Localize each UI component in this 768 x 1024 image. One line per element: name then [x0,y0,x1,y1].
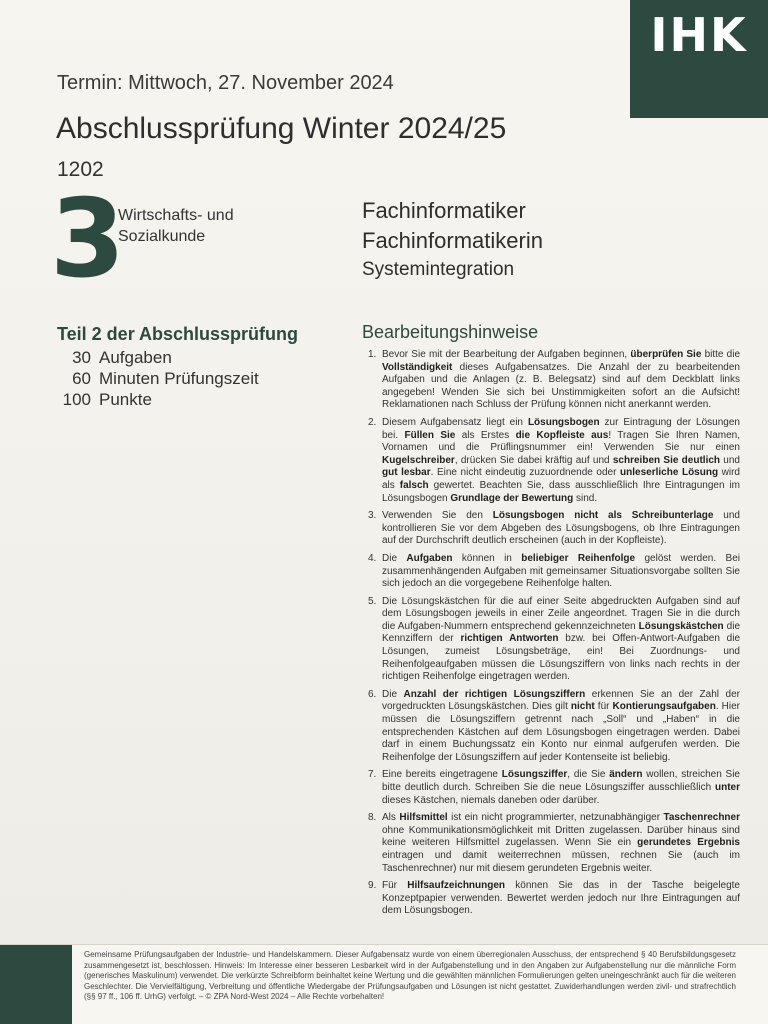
instruction-text: Die Aufgaben können in beliebiger Reihenfolge gelöst werden. Bei zusammenhängenden Aufgaben mit gemeinsamer Situationsvorgabe sollten Sie sich jedoch an die vorgegebene Reihenfolge halten. [382,552,740,590]
exam-part-row-label: Minuten Prüfungszeit [99,369,259,388]
profession-block [362,196,543,284]
instructions-heading: Bearbeitungshinweise [362,322,539,342]
instruction-number: 3. [368,510,377,522]
subject-line-1: Wirtschafts- und [118,207,234,224]
instruction-number: 4. [368,552,377,564]
exam-part-heading: Teil 2 der Abschlussprüfung [57,324,299,344]
instruction-text: Die Anzahl der richtigen Lösungsziffern erkennen Sie an der Zahl der vorgedruckten Lösungskästchen. Dies gilt nicht für Kontierungsaufgaben. Hier müssen die Lösungsziffern getrennt nach „Soll“ und „Haben“ in die entsprechenden Kästchen auf dem Lösungsbogen eingetragen werden. Dabei darf in einem Buchungssatz ein Konto nur einmal aufgerufen werden. Die Reihenfolge der Lösungsziffern auf jeder Kontenseite ist beliebig. [382,688,740,763]
exam-part-row [57,389,298,410]
instruction-item [362,880,740,918]
instruction-item [362,349,740,412]
instruction-number: 2. [368,416,377,428]
instruction-text: Bevor Sie mit der Bearbeitung der Aufgaben beginnen, überprüfen Sie bitte die Vollständigkeit dieses Aufgabensatzes. Die Anzahl der zu bearbeitenden Aufgaben und die Anlagen (z. B. Belegsatz) sind auf dem Deckblatt links angegeben! Wenden Sie sich bei Unstimmigkeiten sofort an die Aufsicht! Reklamationen nach Schluss der Prüfung können nicht anerkannt werden. [382,349,741,411]
exam-part-row-number: 30 [72,348,91,367]
instruction-item [362,689,740,765]
exam-part-row-number: 60 [72,369,91,388]
subject-line-2: Sozialkunde [118,228,206,245]
profession-line-2: Fachinformatikerin [362,228,543,253]
instruction-text: Diesem Aufgabensatz liegt ein Lösungsbogen zur Eintragung der Lösungen bei. Füllen Sie als Erstes die Kopfleiste aus! Tragen Sie Ihren Namen, Vornamen und die Prüflingsnummer ein! Verwenden Sie nur einen Kugelschreiber, drücken Sie dabei kräftig auf und schreiben Sie deutlich und gut lesbar. Eine nicht eindeutig zuzuordnende oder unleserliche Lösung wird als falsch gewertet. Beachten Sie, dass ausschließlich Ihre Eintragungen im Lösungsbogen Grundlage der Bewertung sind. [382,416,740,504]
exam-part-row-label: Punkte [99,390,152,409]
profession-specialization: Systemintegration [362,259,515,280]
instruction-item [362,553,740,591]
subject-name [118,205,234,247]
instruction-number: 1. [368,349,377,360]
instruction-text: Die Lösungskästchen für die auf einer Seite abgedruckten Aufgaben sind auf dem Lösungsbogen jeweils in einer Zeile angeordnet. Tragen Sie in die durch die Aufgaben-Nummern entsprechend gekennzeichneten Lösungskästchen die Kennziffern der richtigen Antworten bzw. bei Offen-Antwort-Aufgaben die Lösungen, zumeist Lösungsbeträge, ein! Bei Zuordnungs- und Reihenfolgeaufgaben müssen die Lösungsziffern von links nach rechts in der richtigen Reihenfolge eingetragen werden. [382,595,741,683]
exam-code: 1202 [57,158,104,181]
instruction-item [362,812,740,875]
instruction-number: 8. [368,812,377,824]
exam-date: Termin: Mittwoch, 27. November 2024 [57,72,394,94]
instruction-text: Als Hilfsmittel ist ein nicht programmierter, netzunabhängiger Taschenrechner ohne Kommunikationsmöglichkeit mit Dritten zugelassen. Darüber hinaus sind keine weiteren Hilfsmittel zugelassen. Wenn Sie ein gerundetes Ergebnis eintragen und damit weiterrechnen müssen, rechnen Sie (auch im Taschenrechner) nur mit diesem gerundeten Ergebnis weiter. [382,812,740,874]
instruction-number: 9. [368,880,377,892]
exam-part-info [57,324,298,410]
footer-accent-bar [0,945,72,1024]
exam-part-row [57,347,298,368]
instruction-item [362,417,740,505]
instruction-text: Für Hilfsaufzeichnungen können Sie das in der Tasche beigelegte Konzeptpapier verwenden. Bewertet werden jedoch nur Ihre Eintragungen auf dem Lösungsbogen. [382,880,740,917]
footer-legal-text: Gemeinsame Prüfungsaufgaben der Industrie- und Handelskammern. Dieser Aufgabensatz wurde von einem überregionalen Ausschuss, der entsprechend § 40 Berufsbildungsgesetz zusammengesetzt ist, beschlossen. Hinweis: Im Interesse einer besseren Lesbarkeit wird in der Aufgabenstellung und in den Angaben zur Aufgabenstellung nur die männliche Form (generisches Maskulinum) verwendet. Die verkürzte Schreibform beinhaltet keine Wertung und die gewählten männlichen Formulierungen gelten uneingeschränkt auch für die weiteren Geschlechter. Die Vervielfältigung, Verbreitung und öffentliche Wiedergabe der Prüfungsaufgaben und Lösungen ist nicht gestattet. Zuwiderhandlungen werden zivil- und strafrechtlich (§§ 97 ff., 106 ff. UrhG) verfolgt. – © ZPA Nord-West 2024 – Alle Rechte vorbehalten! [84,950,736,1001]
instructions-list [362,349,740,918]
exam-part-row [57,368,298,389]
instruction-item [362,596,740,684]
exam-part-row-label: Aufgaben [99,348,172,367]
instruction-number: 5. [368,595,377,607]
instruction-text: Eine bereits eingetragene Lösungsziffer, die Sie ändern wollen, streichen Sie bitte deutlich durch. Schreiben Sie die neue Lösungsziffer ausschließlich unter dieses Kästchen, niemals daneben oder darüber. [382,769,740,806]
footer [0,944,768,1024]
subject-number: 3 [50,177,126,302]
instruction-item [362,769,740,807]
instruction-text: Verwenden Sie den Lösungsbogen nicht als Schreibunterlage und kontrollieren Sie vor dem Abgeben des Lösungsbogens, ob Ihre Eintragungen auf der Durchschrift deutlich erscheinen (auch in der Kopfleiste). [382,510,740,547]
profession-line-1: Fachinformatiker [362,198,526,223]
instructions-section [362,322,740,923]
instruction-item [362,510,740,548]
page-title: Abschlussprüfung Winter 2024/25 [56,112,507,145]
ihk-logo: IHK [630,0,768,118]
exam-part-row-number: 100 [62,390,91,409]
instruction-number: 6. [368,688,377,700]
instruction-number: 7. [368,769,377,781]
